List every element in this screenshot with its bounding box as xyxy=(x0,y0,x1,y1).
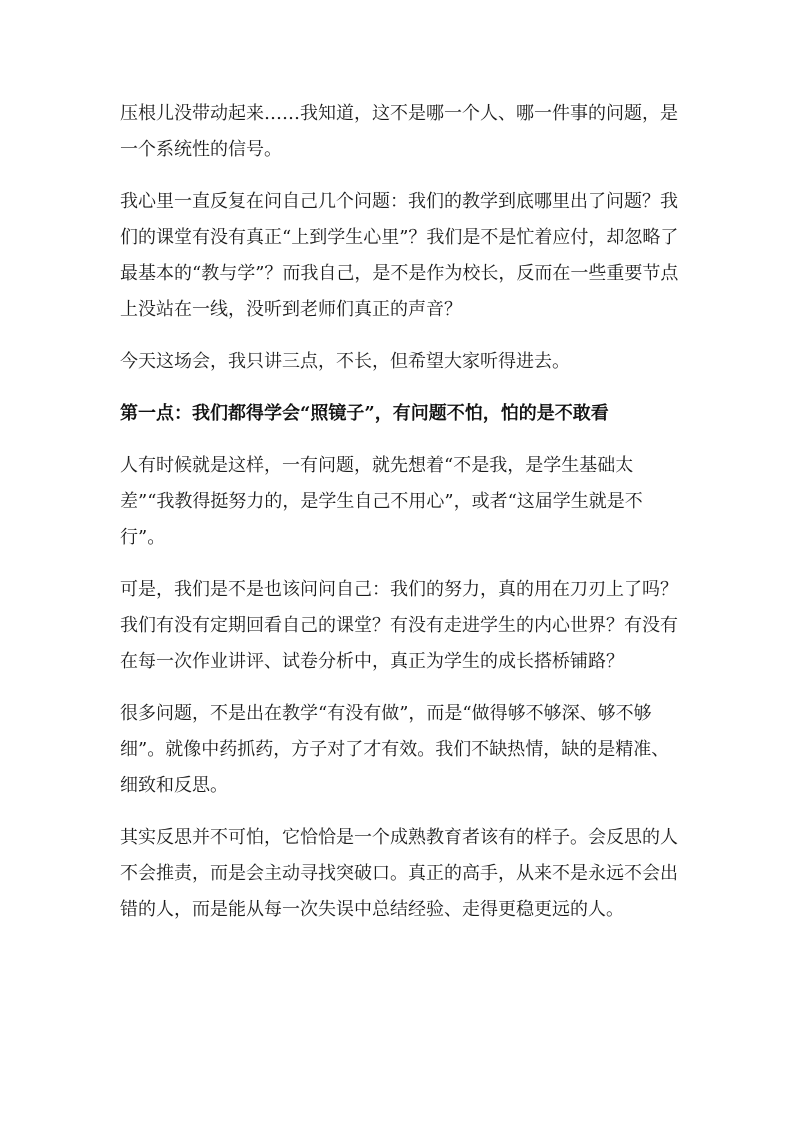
paragraph: 我心里一直反复在问自己几个问题：我们的教学到底哪里出了问题？我们的课堂有没有真正“上到学生心里”？我们是不是忙着应付，却忽略了最基本的“教与学”？而我自己，是不是作为校长，反而在一些重要节点上没站在一线，没听到老师们真正的声音？ xyxy=(120,191,679,320)
document-body xyxy=(120,96,686,944)
paragraph: 可是，我们是不是也该问问自己：我们的努力，真的用在刀刃上了吗？我们有没有定期回看自己的课堂？有没有走进学生的内心世界？有没有在每一次作业讲评、试卷分析中，真正为学生的成长搭桥铺路？ xyxy=(120,579,678,672)
paragraph: 压根儿没带动起来……我知道，这不是哪一个人、哪一件事的问题，是一个系统性的信号。 xyxy=(120,103,678,160)
section-heading: 第一点：我们都得学会“照镜子”，有问题不怕，怕的是不敢看 xyxy=(120,403,609,424)
paragraph: 今天这场会，我只讲三点，不长，但希望大家听得进去。 xyxy=(120,351,570,372)
paragraph: 很多问题，不是出在教学“有没有做”，而是“做得够不够深、够不够细”。就像中药抓药，方子对了才有效。我们不缺热情，缺的是精准、细致和反思。 xyxy=(120,703,670,796)
paragraph: 其实反思并不可怕，它恰恰是一个成熟教育者该有的样子。会反思的人不会推责，而是会主动寻找突破口。真正的高手，从来不是永远不会出错的人，而是能从每一次失误中总结经验、走得更稳更远的人。 xyxy=(120,827,678,920)
paragraph: 人有时候就是这样，一有问题，就先想着“不是我，是学生基础太差”“我教得挺努力的，是学生自己不用心”，或者“这届学生就是不行”。 xyxy=(120,455,643,548)
